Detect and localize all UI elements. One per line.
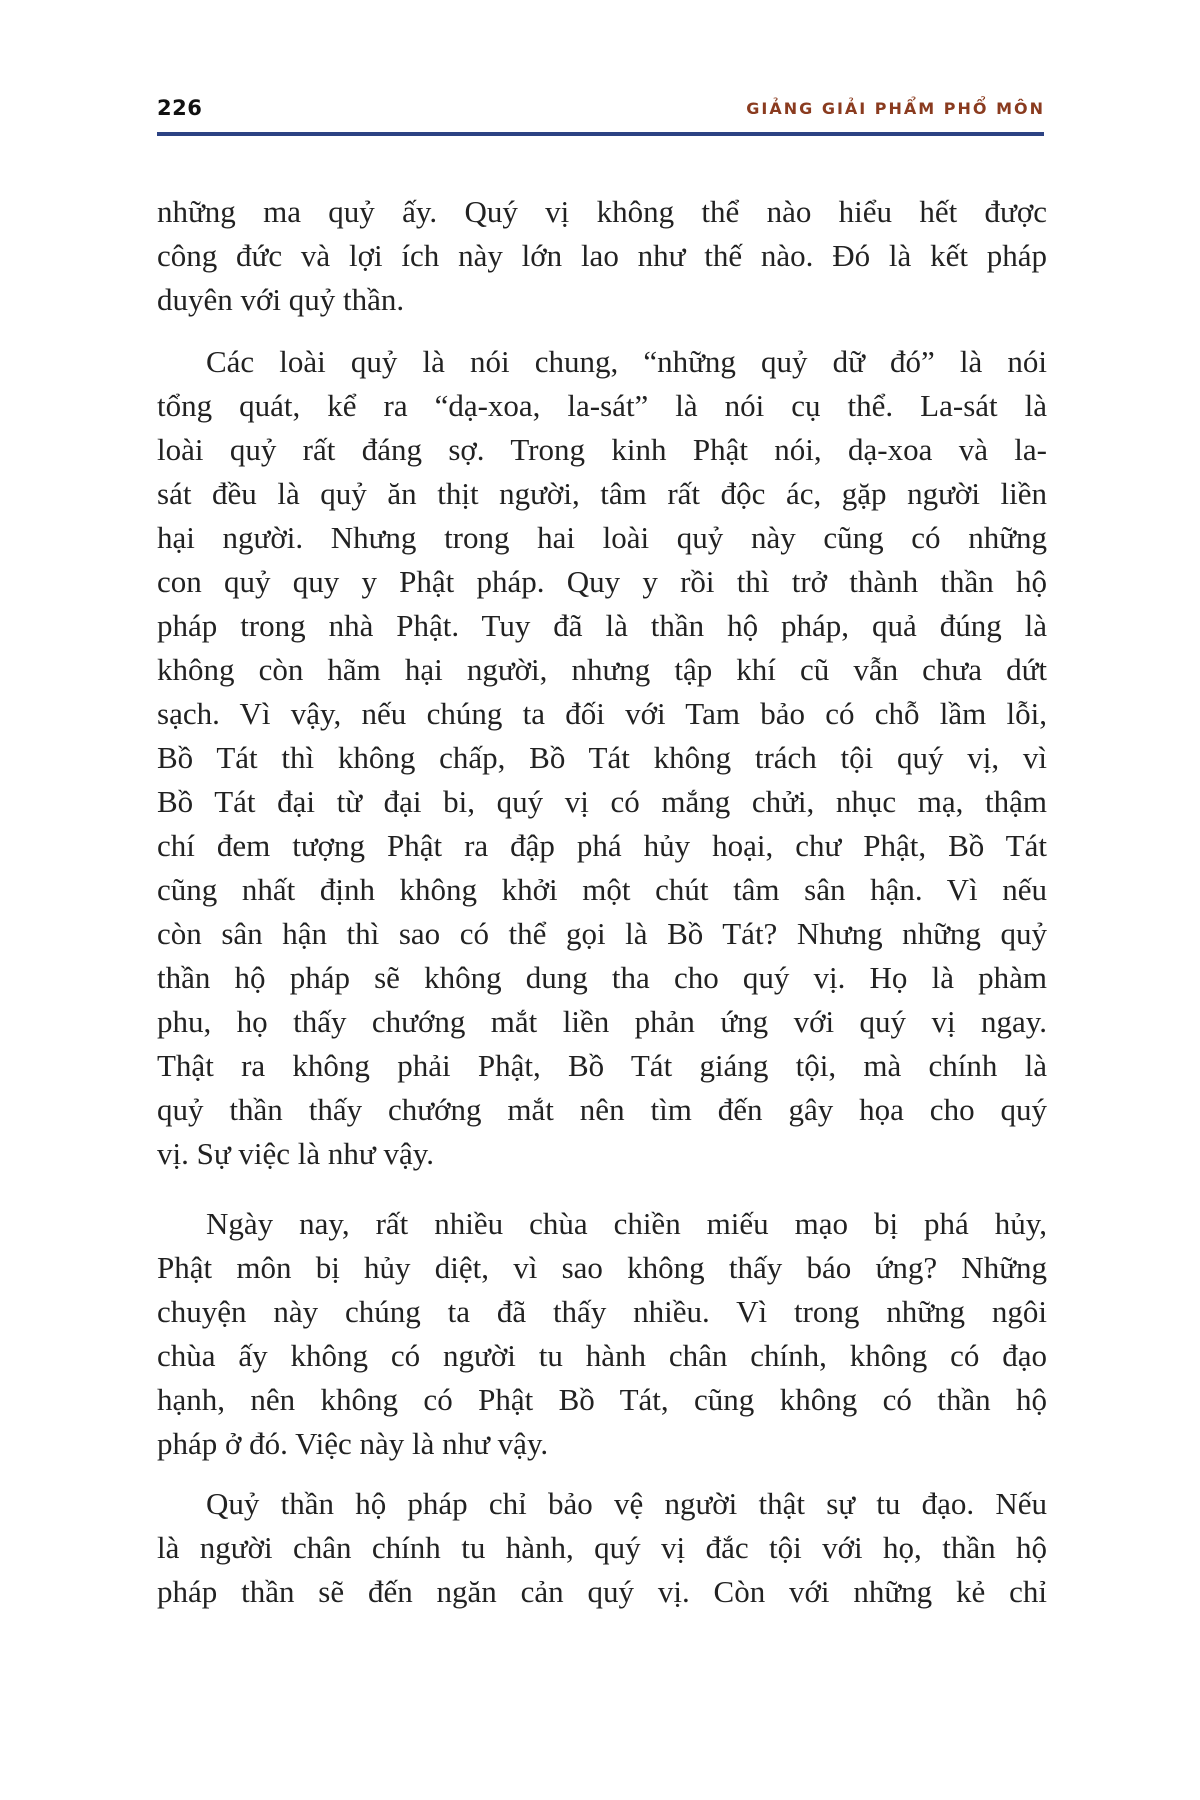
text-line: Các loài quỷ là nói chung, “những quỷ dữ đó” là nói bbox=[206, 344, 1047, 379]
header-rule bbox=[157, 132, 1044, 136]
text-line: Ngày nay, rất nhiều chùa chiền miếu mạo bị phá hủy, bbox=[206, 1206, 1047, 1241]
text-line: vị. Sự việc là như vậy. bbox=[157, 1136, 434, 1171]
text-line: sát đều là quỷ ăn thịt người, tâm rất độc ác, gặp người liền bbox=[157, 476, 1047, 511]
text-line: pháp ở đó. Việc này là như vậy. bbox=[157, 1426, 549, 1461]
text-line: pháp thần sẽ đến ngăn cản quý vị. Còn với những kẻ chỉ bbox=[157, 1574, 1047, 1609]
text-line: duyên với quỷ thần. bbox=[157, 282, 405, 317]
text-line: thần hộ pháp sẽ không dung tha cho quý vị. Họ là phàm bbox=[157, 960, 1047, 995]
page-number: 226 bbox=[157, 96, 203, 120]
text-line: pháp trong nhà Phật. Tuy đã là thần hộ pháp, quả đúng là bbox=[157, 608, 1047, 643]
text-line: Phật môn bị hủy diệt, vì sao không thấy báo ứng? Những bbox=[157, 1250, 1047, 1285]
text-line: quỷ thần thấy chướng mắt nên tìm đến gây họa cho quý bbox=[157, 1092, 1047, 1127]
text-line: sạch. Vì vậy, nếu chúng ta đối với Tam bảo có chỗ lầm lỗi, bbox=[157, 696, 1047, 731]
text-line: loài quỷ rất đáng sợ. Trong kinh Phật nói, dạ-xoa và la- bbox=[157, 432, 1047, 467]
text-line: không còn hãm hại người, nhưng tập khí cũ vẫn chưa dứt bbox=[157, 652, 1047, 687]
text-line: Bồ Tát thì không chấp, Bồ Tát không trách tội quý vị, vì bbox=[157, 740, 1047, 775]
text-line: hại người. Nhưng trong hai loài quỷ này cũng có những bbox=[157, 520, 1047, 555]
text-line: Bồ Tát đại từ đại bi, quý vị có mắng chửi, nhục mạ, thậm bbox=[157, 784, 1047, 819]
text-line: phu, họ thấy chướng mắt liền phản ứng với quý vị ngay. bbox=[157, 1004, 1047, 1039]
page-header bbox=[157, 96, 1045, 126]
text-line: chùa ấy không có người tu hành chân chính, không có đạo bbox=[157, 1338, 1047, 1373]
text-line: công đức và lợi ích này lớn lao như thế nào. Đó là kết pháp bbox=[157, 238, 1047, 273]
text-line: Quỷ thần hộ pháp chỉ bảo vệ người thật sự tu đạo. Nếu bbox=[206, 1486, 1047, 1521]
text-line: hạnh, nên không có Phật Bồ Tát, cũng không có thần hộ bbox=[157, 1382, 1047, 1417]
text-line: cũng nhất định không khởi một chút tâm sân hận. Vì nếu bbox=[157, 872, 1047, 907]
text-line: những ma quỷ ấy. Quý vị không thể nào hiểu hết được bbox=[157, 194, 1047, 229]
text-line: Thật ra không phải Phật, Bồ Tát giáng tội, mà chính là bbox=[157, 1048, 1047, 1083]
text-line: con quỷ quy y Phật pháp. Quy y rồi thì trở thành thần hộ bbox=[157, 564, 1047, 599]
text-line: là người chân chính tu hành, quý vị đắc tội với họ, thần hộ bbox=[157, 1530, 1047, 1565]
text-line: tổng quát, kể ra “dạ-xoa, la-sát” là nói cụ thể. La-sát là bbox=[157, 388, 1047, 423]
running-head-title: GIẢNG GIẢI PHẨM PHỔ MÔN bbox=[746, 99, 1045, 118]
text-line: chí đem tượng Phật ra đập phá hủy hoại, chư Phật, Bồ Tát bbox=[157, 828, 1047, 863]
text-line: còn sân hận thì sao có thể gọi là Bồ Tát? Nhưng những quỷ bbox=[157, 916, 1047, 951]
text-line: chuyện này chúng ta đã thấy nhiều. Vì trong những ngôi bbox=[157, 1294, 1047, 1329]
